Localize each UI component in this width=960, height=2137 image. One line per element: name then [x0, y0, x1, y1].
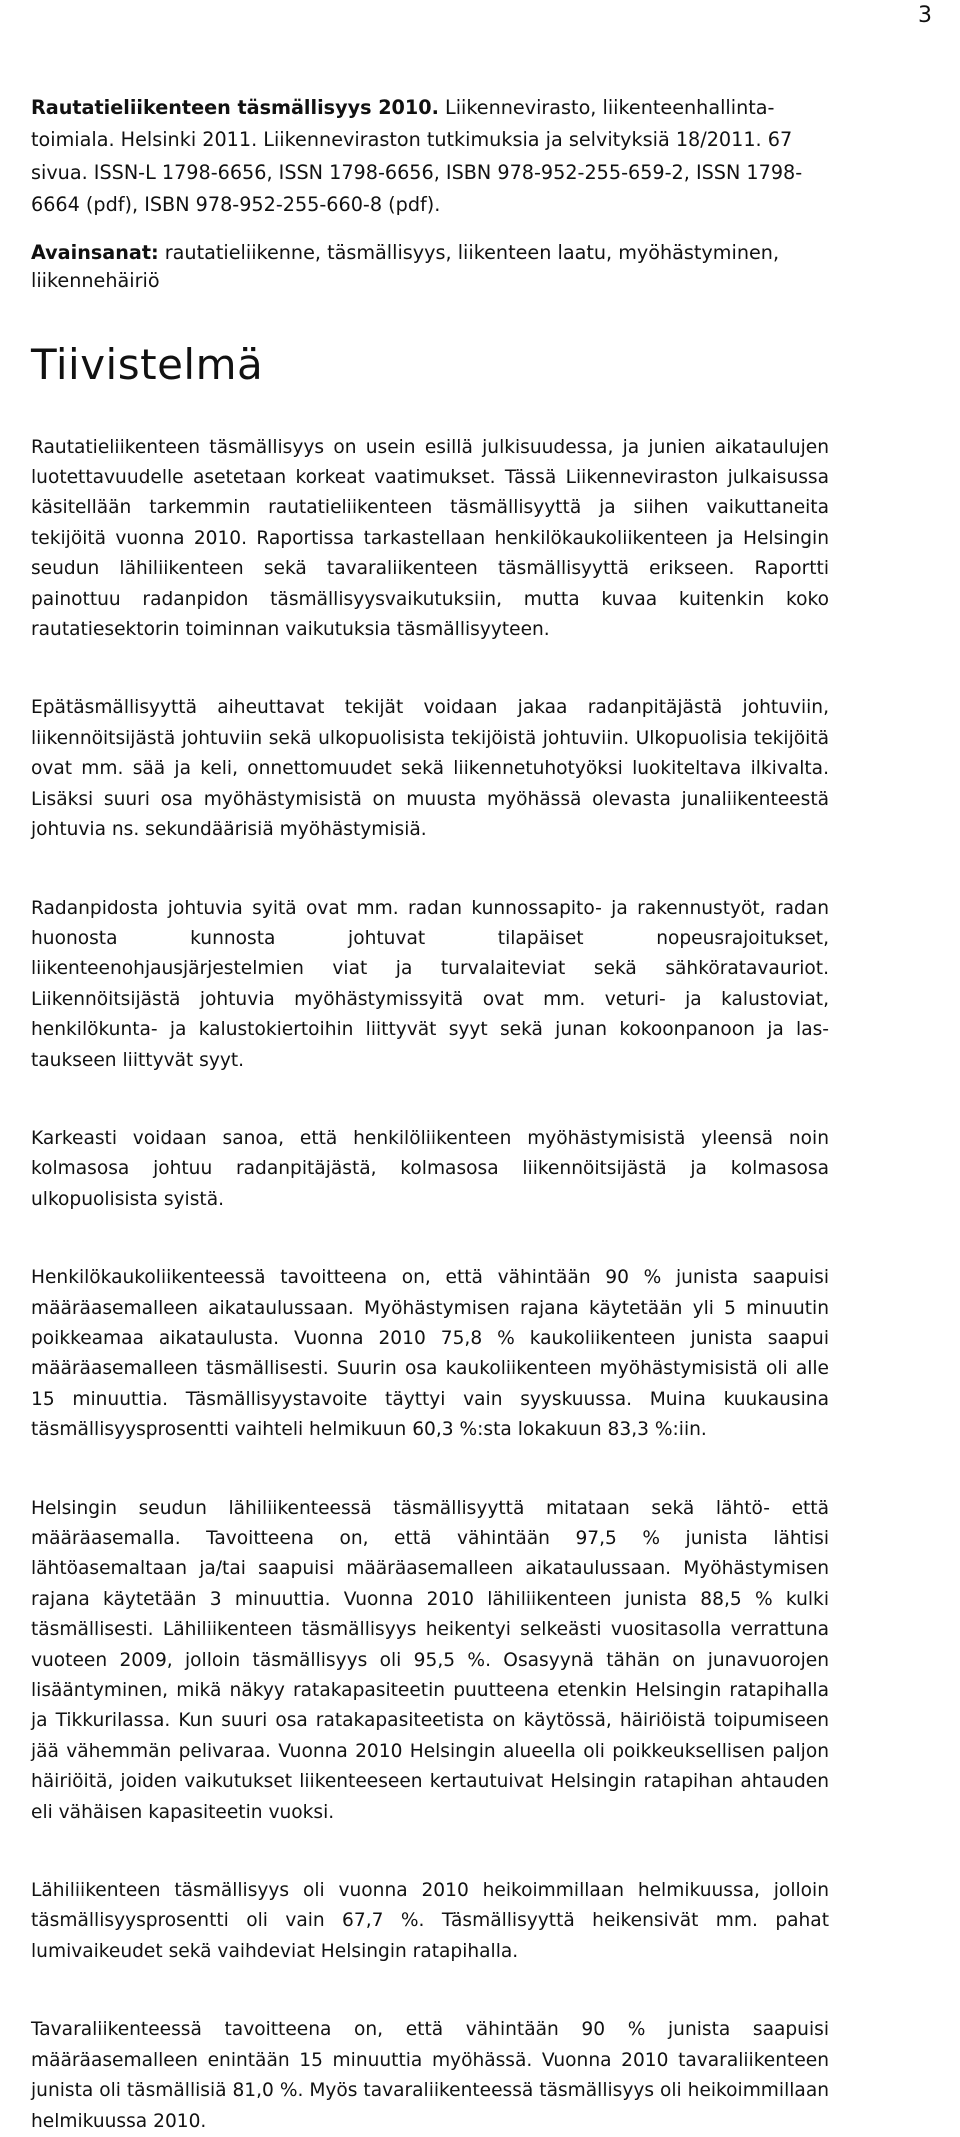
paragraph: Karkeasti voidaan sanoa, että henkilöliikenteen myöhästymisistä yleensä noin kolmasosa johtuu radanpitäjästä, kolmasosa liikennöitsijästä ja kolmasosa ulkopuolisista syistä.	[31, 1127, 829, 1210]
keywords	[31, 239, 829, 295]
citation-title: Rautatieliikenteen täsmällisyys 2010.	[31, 96, 439, 119]
paragraph: Rautatieliikenteen täsmällisyys on usein esillä julkisuudessa, ja junien aikataulujen luotettavuudelle asetetaan korkeat vaatimukset. Tässä Liikenneviraston julkaisussa käsitellään tarkemmin rautatieliikenteen täsmällisyyttä ja siihen vaikuttaneita tekijöitä vuonna 2010. Raportissa tarkastellaan henkilökaukoliikenteen ja Helsingin seudun lähiliikenteen sekä tavaraliikenteen täsmällisyyttä erikseen. Raportti painottuu radanpidon täsmällisyysvaikutuksiin, mutta kuvaa kuitenkin koko rautatiesektorin toiminnan vaikutuksia täsmällisyyteen.	[31, 436, 829, 641]
paragraph: Radanpidosta johtuvia syitä ovat mm. radan kunnossapito- ja rakennustyöt, radan huonosta kunnosta johtuvat tilapäiset nopeusrajoitukset, liikenteenohjausjärjestelmien viat ja turvalaiteviat sekä sähköratavauriot. Liikennöitsijästä johtuvia myöhästymissyitä ovat mm. veturi- ja kalustoviat, henkilökunta- ja kalustokiertoihin liittyvät syyt sekä junan kokoonpanoon ja lastaukseen liittyvät syyt.	[31, 897, 829, 1071]
paragraph: Henkilökaukoliikenteessä tavoitteena on, että vähintään 90 % junista saapuisi määräasemalleen aikataulussaan. Myöhästymisen rajana käytetään yli 5 minuutin poikkeamaa aikataulusta. Vuonna 2010 75,8 % kaukoliikenteen junista saapui määräasemalleen täsmällisesti. Suurin osa kaukoliikenteen myöhästymisistä oli alle 15 minuuttia. Täsmällisyystavoite täyttyi vain syyskuussa. Muina kuukausina täsmällisyysprosentti vaihteli helmikuun 60,3 %:sta lokakuun 83,3 %:iin.	[31, 1267, 829, 1441]
keywords-text: rautatieliikenne, täsmällisyys, liikenteen laatu, myöhästyminen, liikennehäiriö	[31, 240, 780, 292]
citation	[31, 92, 829, 222]
paragraph: Helsingin seudun lähiliikenteessä täsmällisyyttä mitataan sekä lähtö- että määräasemalla. Tavoitteena on, että vähintään 97,5 % junista lähtisi lähtöasemaltaan ja/tai saapuisi määräasemalleen aikataulussaan. Myöhästymisen rajana käytetään 3 minuuttia. Vuonna 2010 lähiliikenteen junista 88,5 % kulki täsmällisesti. Lähiliikenteen täsmällisyys heikentyi selkeästi vuositasolla verrattuna vuoteen 2009, jolloin täsmällisyys oli 95,5 %. Osasyynä tähän on junavuorojen lisääntyminen, mikä näkyy ratakapasiteetin puutteena etenkin Helsingin ratapihalla ja Tikkurilassa. Kun suuri osa ratakapasiteetista on käytössä, häiriöistä toipumiseen jää vähemmän pelivaraa. Vuonna 2010 Helsingin alueella oli poikkeuksellisen paljon häiriöitä, joiden vaikutukset liikenteeseen kertautuivat Helsingin ratapihan ahtauden eli vähäisen kapasiteetin vuoksi.	[31, 1497, 829, 1823]
paragraph: Lähiliikenteen täsmällisyys oli vuonna 2010 heikoimmillaan helmikuussa, jolloin täsmällisyysprosentti oli vain 67,7 %. Täsmällisyyttä heikensivät mm. pahat lumivaikeudet sekä vaihdeviat Helsingin ratapihalla.	[31, 1880, 829, 1962]
page-number: 3	[918, 3, 932, 28]
citation-details: Liikennevirasto, liikenteenhallinta-toimiala. Helsinki 2011. Liikenneviraston tutkimuksia ja selvityksiä 18/2011. 67 sivua. ISSN-L 1798-6656, ISSN 1798-6656, ISBN 978-952-255-659-2, ISSN 1798-6664 (pdf), ISBN 978-952-255-660-8 (pdf).	[31, 96, 803, 217]
section-heading: Tiivistelmä	[31, 339, 264, 389]
paragraph: Epätäsmällisyyttä aiheuttavat tekijät voidaan jakaa radanpitäjästä johtuviin, liikennöitsijästä johtuviin sekä ulkopuolisista tekijöistä johtuviin. Ulkopuolisia tekijöitä ovat mm. sää ja keli, onnettomuudet sekä liikennetuhotyöksi luokiteltava ilkivalta. Lisäksi suuri osa myöhästymisistä on muusta myöhässä olevasta junaliikenteestä johtuvia ns. sekundäärisiä myöhästymisiä.	[31, 697, 829, 841]
document-body	[31, 92, 829, 2137]
paragraph: Tavaraliikenteessä tavoitteena on, että vähintään 90 % junista saapuisi määräasemalleen enintään 15 minuuttia myöhässä. Vuonna 2010 tavaraliikenteen junista oli täsmällisiä 81,0 %. Myös tavaraliikenteessä täsmällisyys oli heikoimmillaan helmikuussa 2010.	[31, 2019, 829, 2132]
keywords-label: Avainsanat:	[31, 240, 159, 264]
